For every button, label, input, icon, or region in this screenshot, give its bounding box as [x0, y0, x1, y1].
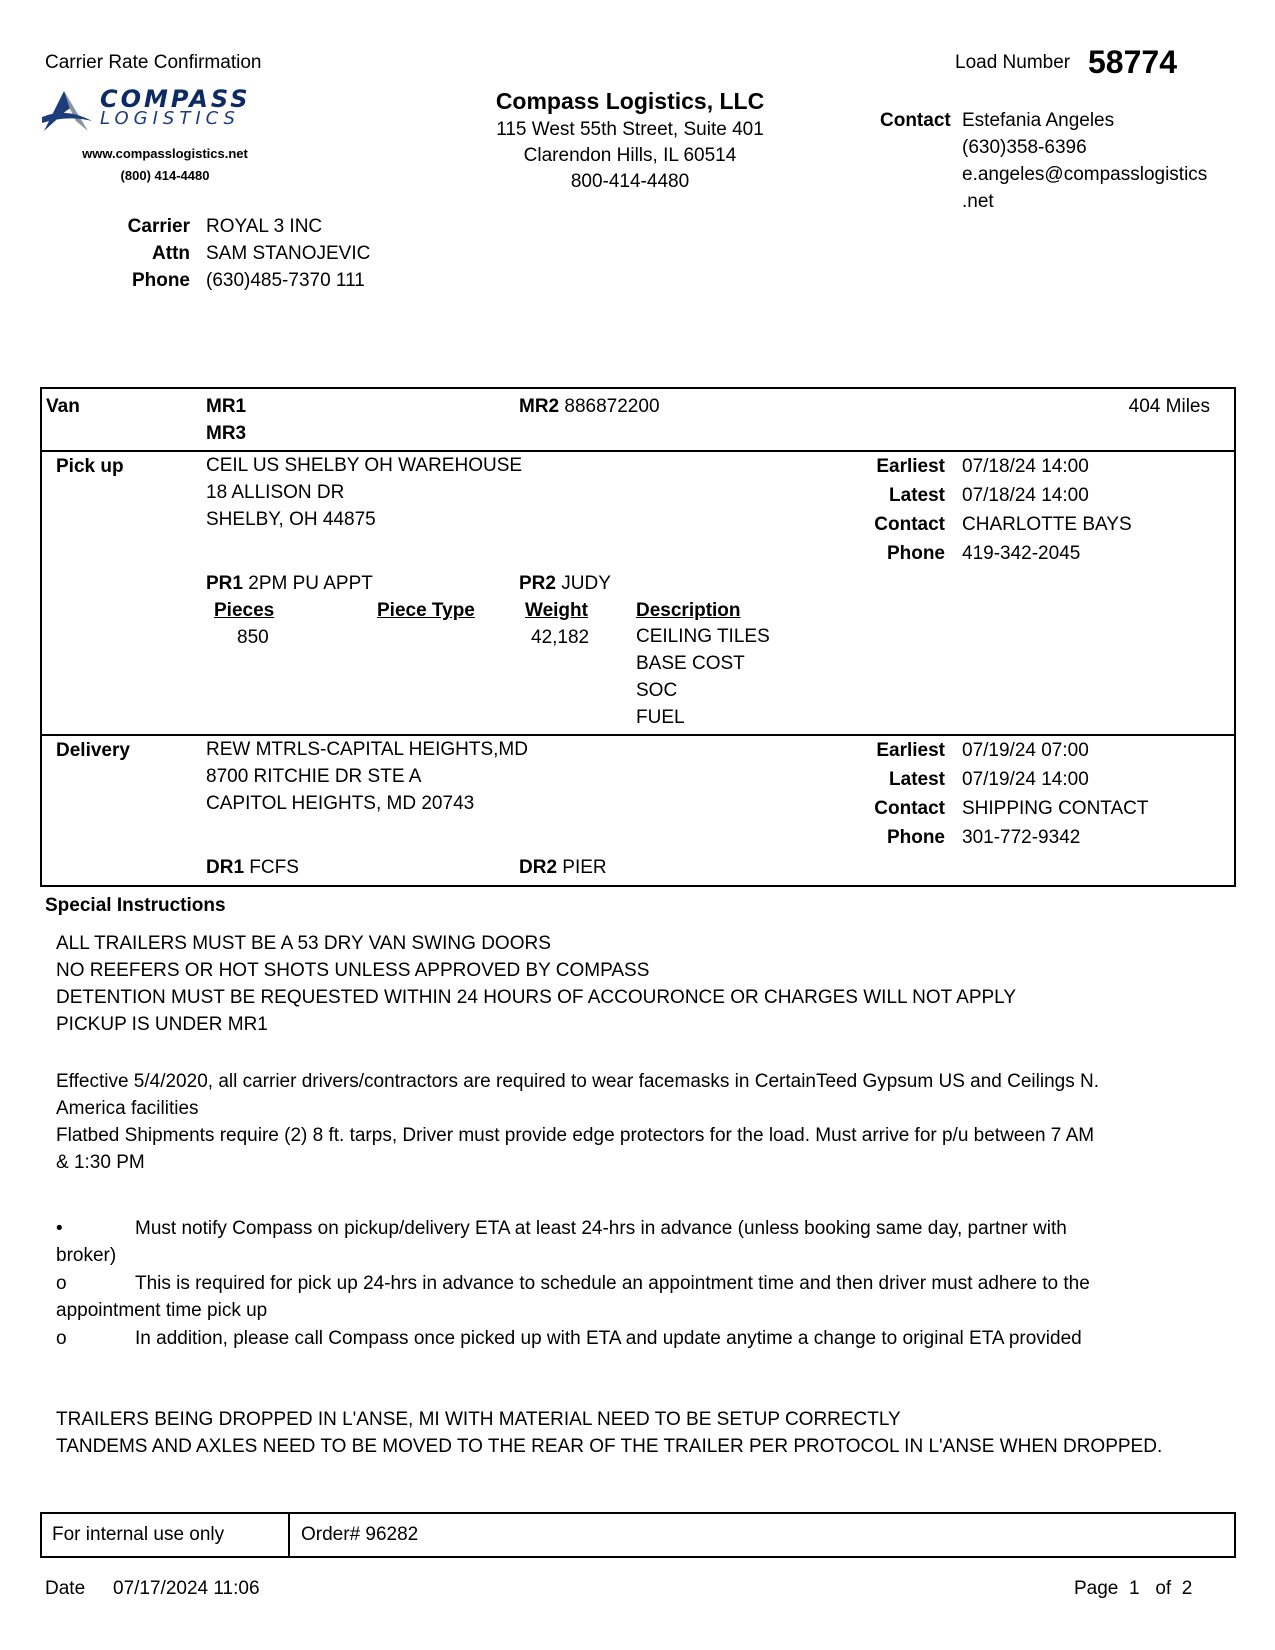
- description-item: SOC: [636, 680, 678, 701]
- delivery-phone: 301-772-9342: [962, 827, 1081, 848]
- pr1-value: 2PM PU APPT: [248, 573, 373, 594]
- column-header-description: Description: [636, 600, 741, 621]
- description-item: BASE COST: [636, 653, 745, 674]
- instruction-line: appointment time pick up: [56, 1300, 268, 1321]
- description-item: FUEL: [636, 707, 685, 728]
- pickup-label: Pick up: [56, 456, 124, 477]
- delivery-latest: 07/19/24 14:00: [962, 769, 1089, 790]
- pickup-phone: 419-342-2045: [962, 543, 1081, 564]
- dr2-label: DR2: [519, 857, 558, 878]
- column-header-weight: Weight: [525, 600, 588, 621]
- delivery-address: [206, 736, 528, 817]
- website: www.compasslogistics.net: [82, 146, 248, 161]
- instruction-line: ALL TRAILERS MUST BE A 53 DRY VAN SWING DOORS: [56, 933, 551, 954]
- dr1-value: FCFS: [249, 857, 299, 878]
- logo-logistics-text: LOGISTICS: [100, 108, 240, 129]
- instruction-line: PICKUP IS UNDER MR1: [56, 1014, 268, 1035]
- dr2-field: [519, 857, 607, 879]
- internal-use-label: For internal use only: [52, 1524, 225, 1545]
- pickup-contact-label: Contact: [874, 514, 945, 535]
- date-label: Date: [45, 1578, 86, 1599]
- instruction-line: America facilities: [56, 1098, 199, 1119]
- instruction-line: broker): [56, 1245, 117, 1266]
- mr2-label: MR2: [519, 396, 560, 417]
- attn-value: SAM STANOJEVIC: [206, 243, 371, 264]
- divider-line: [288, 1512, 290, 1558]
- bullet-marker: o: [56, 1328, 67, 1349]
- mr3-label: MR3: [206, 423, 247, 444]
- description-item: CEILING TILES: [636, 626, 770, 647]
- pickup-phone-label: Phone: [886, 543, 945, 564]
- contact-name: Estefania Angeles: [962, 110, 1115, 131]
- logo-compass-text: COMPASS: [100, 85, 251, 113]
- load-number-label: Load Number: [955, 52, 1071, 73]
- of-label: of: [1155, 1578, 1172, 1599]
- mr2-field: [519, 396, 660, 418]
- load-number: 58774: [1088, 44, 1177, 80]
- description-list: [636, 623, 770, 731]
- pickup-city: SHELBY, OH 44875: [206, 509, 376, 530]
- carrier-value: ROYAL 3 INC: [206, 216, 323, 237]
- order-number: Order# 96282: [301, 1524, 419, 1545]
- bullet-marker: o: [56, 1273, 67, 1294]
- page-indicator: [1074, 1578, 1192, 1600]
- dr1-label: DR1: [206, 857, 245, 878]
- special-instructions-block-c: [56, 1406, 1162, 1460]
- pickup-earliest-label: Earliest: [876, 456, 945, 477]
- instruction-line: TRAILERS BEING DROPPED IN L'ANSE, MI WITH MATERIAL NEED TO BE SETUP CORRECTLY: [56, 1409, 901, 1430]
- special-instructions-block-a: [56, 930, 1016, 1038]
- delivery-street: 8700 RITCHIE DR STE A: [206, 766, 422, 787]
- carrier-label: Carrier: [127, 216, 190, 237]
- column-header-piece-type: Piece Type: [377, 600, 475, 621]
- contact-label: Contact: [880, 110, 951, 131]
- instruction-line: DETENTION MUST BE REQUESTED WITHIN 24 HOURS OF ACCOURONCE OR CHARGES WILL NOT APPLY: [56, 987, 1016, 1008]
- mr1-label: MR1: [206, 396, 247, 417]
- column-header-pieces: Pieces: [214, 600, 275, 621]
- dr2-value: PIER: [562, 857, 607, 878]
- delivery-contact: SHIPPING CONTACT: [962, 798, 1149, 819]
- pickup-latest-label: Latest: [889, 485, 945, 506]
- weight-value: 42,182: [531, 627, 590, 648]
- instruction-line: Must notify Compass on pickup/delivery ETA at least 24-hrs in advance (unless booking same day, partner with: [135, 1218, 1067, 1239]
- pickup-address: [206, 452, 522, 533]
- pickup-street: 18 ALLISON DR: [206, 482, 345, 503]
- logo-phone: (800) 414-4480: [120, 168, 210, 183]
- document-title: Carrier Rate Confirmation: [45, 52, 262, 73]
- pr2-value: JUDY: [561, 573, 611, 594]
- carrier-phone-label: Phone: [131, 270, 190, 291]
- special-instructions-block-b: [56, 1068, 1099, 1176]
- attn-label: Attn: [152, 243, 190, 264]
- delivery-earliest: 07/19/24 07:00: [962, 740, 1089, 761]
- carrier-phone-value: (630)485-7370 111: [206, 270, 365, 291]
- page-number: 1: [1128, 1578, 1140, 1599]
- delivery-latest-label: Latest: [889, 769, 945, 790]
- pr1-label: PR1: [206, 573, 243, 594]
- instruction-line: NO REEFERS OR HOT SHOTS UNLESS APPROVED BY COMPASS: [56, 960, 650, 981]
- delivery-contact-label: Contact: [874, 798, 945, 819]
- company-name: Compass Logistics, LLC: [495, 88, 765, 114]
- equipment-type: Van: [46, 396, 80, 417]
- contact-email-continued: .net: [962, 191, 994, 212]
- pickup-earliest: 07/18/24 14:00: [962, 456, 1089, 477]
- pickup-latest: 07/18/24 14:00: [962, 485, 1089, 506]
- pickup-name: CEIL US SHELBY OH WAREHOUSE: [206, 455, 523, 476]
- dr1-field: [206, 857, 299, 879]
- company-address-line1: 115 West 55th Street, Suite 401: [496, 119, 764, 140]
- delivery-city: CAPITOL HEIGHTS, MD 20743: [206, 793, 475, 814]
- date-value: 07/17/2024 11:06: [113, 1578, 260, 1599]
- pr2-field: [519, 573, 611, 595]
- pr1-field: [206, 573, 373, 595]
- company-phone: 800-414-4480: [570, 171, 690, 192]
- delivery-label: Delivery: [56, 740, 130, 761]
- instruction-line: Flatbed Shipments require (2) 8 ft. tarps, Driver must provide edge protectors for the load. Must arrive for p/u between 7 AM: [56, 1125, 1095, 1146]
- instruction-line: In addition, please call Compass once picked up with ETA and update anytime a change to original ETA provided: [135, 1328, 1082, 1349]
- instruction-line: TANDEMS AND AXLES NEED TO BE MOVED TO THE REAR OF THE TRAILER PER PROTOCOL IN L'ANSE WHEN DROPPED.: [56, 1436, 1163, 1457]
- delivery-name: REW MTRLS-CAPITAL HEIGHTS,MD: [206, 739, 528, 760]
- page-label: Page: [1074, 1578, 1119, 1599]
- contact-phone: (630)358-6396: [962, 137, 1087, 158]
- special-instructions-title: Special Instructions: [45, 895, 226, 916]
- delivery-earliest-label: Earliest: [876, 740, 945, 761]
- pickup-contact: CHARLOTTE BAYS: [962, 514, 1132, 535]
- total-miles: 404 Miles: [1128, 396, 1210, 417]
- instruction-line: & 1:30 PM: [56, 1152, 145, 1173]
- instruction-line: This is required for pick up 24-hrs in advance to schedule an appointment time and then driver must adhere to the: [135, 1273, 1090, 1294]
- company-address-line2: Clarendon Hills, IL 60514: [523, 145, 737, 166]
- contact-email[interactable]: e.angeles@compasslogistics: [962, 164, 1208, 185]
- page-total: 2: [1181, 1578, 1193, 1599]
- pieces-value: 850: [237, 627, 269, 648]
- compass-swoosh-icon: [42, 87, 94, 135]
- instruction-line: Effective 5/4/2020, all carrier drivers/contractors are required to wear facemasks in CertainTeed Gypsum US and Ceilings N.: [56, 1071, 1099, 1092]
- mr2-value: 886872200: [564, 396, 660, 417]
- compass-logo: [42, 87, 292, 137]
- bullet-marker: •: [56, 1218, 63, 1239]
- pr2-label: PR2: [519, 573, 556, 594]
- delivery-phone-label: Phone: [886, 827, 945, 848]
